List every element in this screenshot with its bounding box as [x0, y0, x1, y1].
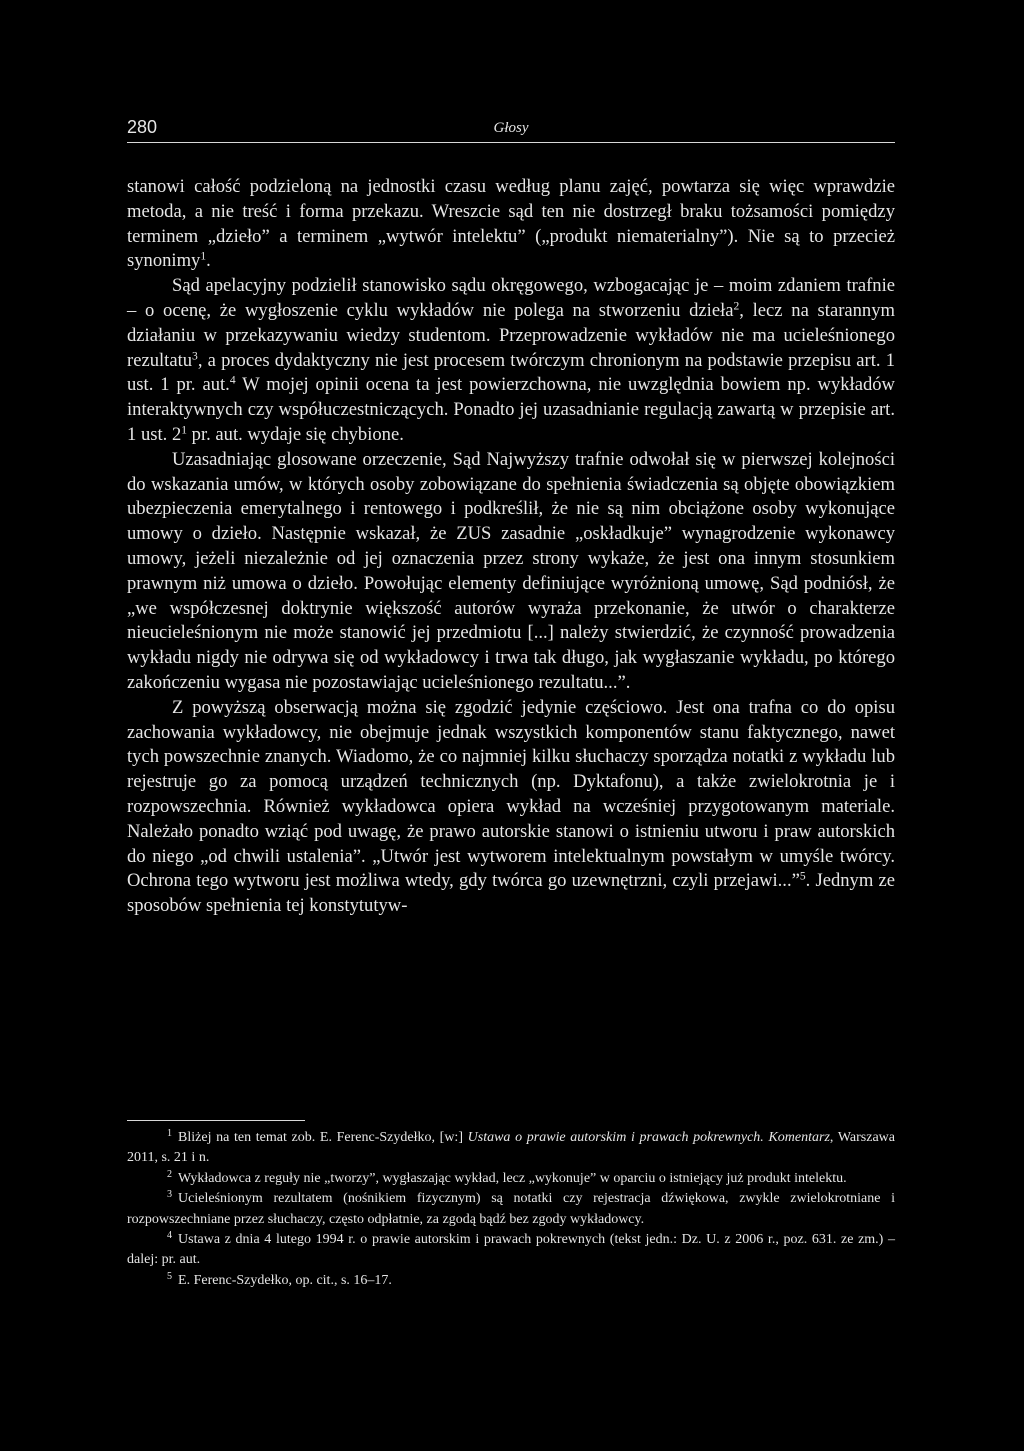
paragraph — [127, 274, 895, 448]
footnote — [127, 1169, 895, 1189]
page-number: 280 — [127, 117, 158, 137]
footnote-ref: 1 — [181, 424, 188, 437]
text-run: pr. aut. wydaje się chybione. — [187, 423, 404, 445]
text-run: Uzasadniając glosowane orzeczenie, Sąd Najwyższy trafnie odwołał się w pierwszej kolejności do wskazania umów, w których osoby zobowiązane do spełnienia świadczenia są objęte obowiązkiem ubezpieczenia emerytalnego i rentowego i podkreślił, że nie są nim obciążone osoby wykonujące umowy o dzieło. Następnie wskazał, że ZUS zasadnie „oskładkuje” wynagrodzenie wykonawcy umowy, jeżeli niezależnie od jej oznaczenia przez strony wykaże, że jest ona innym stosunkiem prawnym niż umowa o dzieło. Powołując elementy definiujące wyróżnioną umowę, Sąd podniósł, że „we współczesnej doktrynie większość autorów wyraża przekonanie, że utwór o charakterze nieucieleśnionym nie może stanowić jej przedmiotu [...] należy stwierdzić, że czynność prowadzenia wykładu nigdy nie odrywa się od wykładowcy i trwa tak długo, jak wygłaszanie wykładu, po którego zakończeniu wygasa nie pozostawiając ucieleśnionego rezultatu...”. — [127, 448, 895, 693]
paragraph — [127, 448, 895, 696]
footnote-number: 2 — [167, 1168, 173, 1180]
footnote-ref: 5 — [799, 870, 806, 883]
footnote-separator — [127, 1120, 305, 1121]
text-run: Ucieleśnionym rezultatem (nośnikiem fizycznym) są notatki czy rejestracja dźwiękowa, zwykle zwielokrotniane i rozpowszechniane przez słuchaczy, często odpłatnie, za zgodą bądź bez zgody wykładowcy. — [127, 1191, 895, 1227]
footnote — [127, 1128, 895, 1169]
body-text — [127, 175, 895, 919]
footnote — [127, 1271, 895, 1291]
text-run: Sąd apelacyjny podzielił stanowisko sądu okręgowego, wzbogacając je – moim zdaniem trafnie – o ocenę, że wygłoszenie cyklu wykładów nie polega na stworzeniu dzieła — [127, 275, 895, 321]
text-run: , a proces dydaktyczny nie jest procesem twórczym chronionym na podstawie przepisu art. 1 ust. 1 pr. aut. — [127, 349, 895, 396]
footnote-number: 3 — [167, 1189, 173, 1201]
footnote-ref: 3 — [192, 350, 198, 363]
footnote-ref: 2 — [733, 300, 740, 313]
running-head: Głosy — [493, 120, 529, 136]
footnote — [127, 1189, 895, 1230]
footnote-ref: 1 — [200, 251, 207, 264]
footnote-ref: 4 — [229, 375, 236, 388]
text-run: Bliżej na ten temat zob. E. Ferenc-Szydełko, [w:] — [178, 1130, 468, 1145]
page-header — [127, 116, 895, 143]
footnote-number: 4 — [167, 1230, 173, 1241]
italic-title: Ustawa o prawie autorskim i prawach pokrewnych. Komentarz — [467, 1130, 830, 1145]
text-run: Wykładowca z reguły nie „tworzy”, wygłaszając wykład, lecz „wykonuje” w oparciu o istniejący już produkt intelektu. — [178, 1170, 847, 1186]
paragraph — [127, 696, 895, 919]
footnote-number: 5 — [167, 1270, 173, 1282]
text-run: . — [206, 250, 211, 272]
footnote — [127, 1230, 895, 1271]
paragraph — [127, 175, 895, 274]
text-run: E. Ferenc-Szydełko, op. cit., s. 16–17. — [178, 1272, 392, 1288]
text-run: stanowi całość podzieloną na jednostki czasu według planu zajęć, powtarza się więc wprawdzie metoda, a nie treść i forma przekazu. Wreszcie sąd ten nie dostrzegł braku tożsamości pomiędzy terminem „dzieło” a terminem „wytwór intelektu” („produkt niematerialny”). Nie są to przecież synonimy — [127, 176, 895, 272]
footnote-number: 1 — [167, 1127, 173, 1139]
text-run: , lecz na starannym działaniu w przekazywaniu wiedzy studentom. Przeprowadzenie wykładów nie ma ucieleśnionego rezultatu — [127, 299, 895, 371]
text-run: W mojej opinii ocena ta jest powierzchowna, nie uwzględnia bowiem np. wykładów interaktywnych czy współuczestniczących. Ponadto jej uzasadnianie regulacją zawartą w przepisie art. 1 ust. 2 — [127, 374, 895, 445]
text-run: Ustawa z dnia 4 lutego 1994 r. o prawie autorskim i prawach pokrewnych (tekst jedn.: Dz. U. z 2006 r., poz. 631. ze zm.) – dalej: pr. aut. — [127, 1232, 895, 1268]
text-run: . Jednym ze sposobów spełnienia tej konstytutyw- — [127, 870, 895, 917]
text-run: , Warszawa 2011, s. 21 i n. — [127, 1130, 895, 1166]
text-run: Z powyższą obserwacją można się zgodzić jedynie częściowo. Jest ona trafna co do opisu zachowania wykładowcy, nie obejmuje jednak wszystkich komponentów stanu faktycznego, nawet tych powszechnie znanych. Wiadomo, że co najmniej kilku słuchaczy sporządza notatki z wykładu lub rejestruje go za pomocą urządzeń technicznych (np. Dyktafonu), a także zwielokrotnia je i rozpowszechnia. Również wykładowca opiera wykład na wcześniej przygotowanym materiale. Należało ponadto wziąć pod uwagę, że prawo autorskie stanowi o istnieniu utworu i praw autorskich do niego „od chwili ustalenia”. „Utwór jest wytworem intelektualnym powstałym w umyśle twórcy. Ochrona tego wytworu jest możliwa wtedy, gdy twórca go uzewnętrzni, czyli przejawi...” — [127, 696, 895, 892]
footnotes — [127, 1128, 895, 1291]
